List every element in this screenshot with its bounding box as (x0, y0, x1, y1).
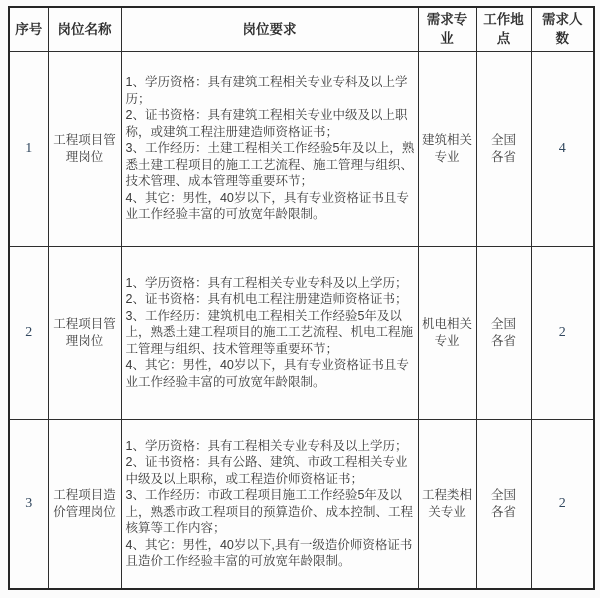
row-number: 3 (9, 419, 48, 589)
requirement-item: 1、学历资格：具有工程相关专业专科及以上学历； (125, 275, 408, 290)
headcount: 4 (531, 51, 594, 246)
required-major: 机电相关专业 (418, 246, 476, 419)
requirement-item: 1、学历资格：具有工程相关专业专科及以上学历； (125, 438, 408, 453)
required-major: 工程类相关专业 (418, 419, 476, 589)
requirement-item: 2、证书资格：具有建筑工程相关专业中级及以上职称，或建筑工程注册建造师资格证书； (125, 108, 408, 139)
col-header-no-label: 序号 (15, 21, 43, 37)
position-requirements (121, 51, 418, 246)
required-major: 建筑相关专业 (418, 51, 476, 246)
requirement-item: 4、其它：男性，40岁以下，具有专业资格证书且专业工作经验丰富的可放宽年龄限制。 (125, 358, 409, 389)
table-row (9, 246, 594, 419)
row-number: 2 (9, 246, 48, 419)
position-requirements (121, 419, 418, 589)
row-number: 1 (9, 51, 48, 246)
work-location: 全国各省 (476, 51, 531, 246)
requirement-item: 3、工作经历：市政工程项目施工工作经验5年及以上，熟悉市政工程项目的预算造价、成本控制、工程核算等工作内容； (125, 488, 414, 536)
position-requirements (121, 246, 418, 419)
requirement-item: 3、工作经历：建筑机电工程相关工作经验5年及以上，熟悉土建工程项目的施工工艺流程、机电工程施工管理与组织、技术管理等重要环节； (125, 308, 414, 356)
headcount: 2 (531, 246, 594, 419)
col-header-location (476, 7, 531, 51)
requirement-item: 2、证书资格：具有机电工程注册建造师资格证书； (125, 292, 408, 307)
col-header-position (48, 7, 121, 51)
col-header-no (9, 7, 48, 51)
table-row (9, 51, 594, 246)
position-name: 工程项目管理岗位 (48, 246, 121, 419)
requirement-item: 3、工作经历：土建工程相关工作经验5年及以上，熟悉土建工程项目的施工工艺流程、施工管理与组织、技术管理、成本管理等重要环节； (125, 141, 415, 189)
work-location: 全国各省 (476, 419, 531, 589)
job-positions-table (8, 6, 595, 590)
table-header-row (9, 7, 594, 51)
requirement-item: 4、其它：男性，40岁以下，具有专业资格证书且专业工作经验丰富的可放宽年龄限制。 (125, 190, 409, 222)
requirement-item: 4、其它：男性，40岁以下,具有一级造价师资格证书且造价工作经验丰富的可放宽年龄限制。 (125, 537, 413, 569)
position-name: 工程项目管理岗位 (48, 51, 121, 246)
col-header-requirements (121, 7, 418, 51)
requirement-item: 1、学历资格：具有建筑工程相关专业专科及以上学历； (125, 75, 408, 106)
requirement-item: 2、证书资格：具有公路、建筑、市政工程相关专业中级及以上职称，或工程造价师资格证书； (125, 455, 408, 486)
col-header-major (418, 7, 476, 51)
work-location: 全国各省 (476, 246, 531, 419)
position-name: 工程项目造价管理岗位 (48, 419, 121, 589)
col-header-requirements-label: 岗位要求 (242, 21, 297, 37)
col-header-headcount-label: 需求人数 (542, 12, 583, 47)
col-header-major-label: 需求专业 (426, 12, 468, 47)
col-header-headcount (531, 7, 594, 51)
headcount: 2 (531, 419, 594, 589)
col-header-position-label: 岗位名称 (57, 21, 112, 37)
col-header-location-label: 工作地点 (483, 12, 524, 47)
table-row (9, 419, 594, 589)
